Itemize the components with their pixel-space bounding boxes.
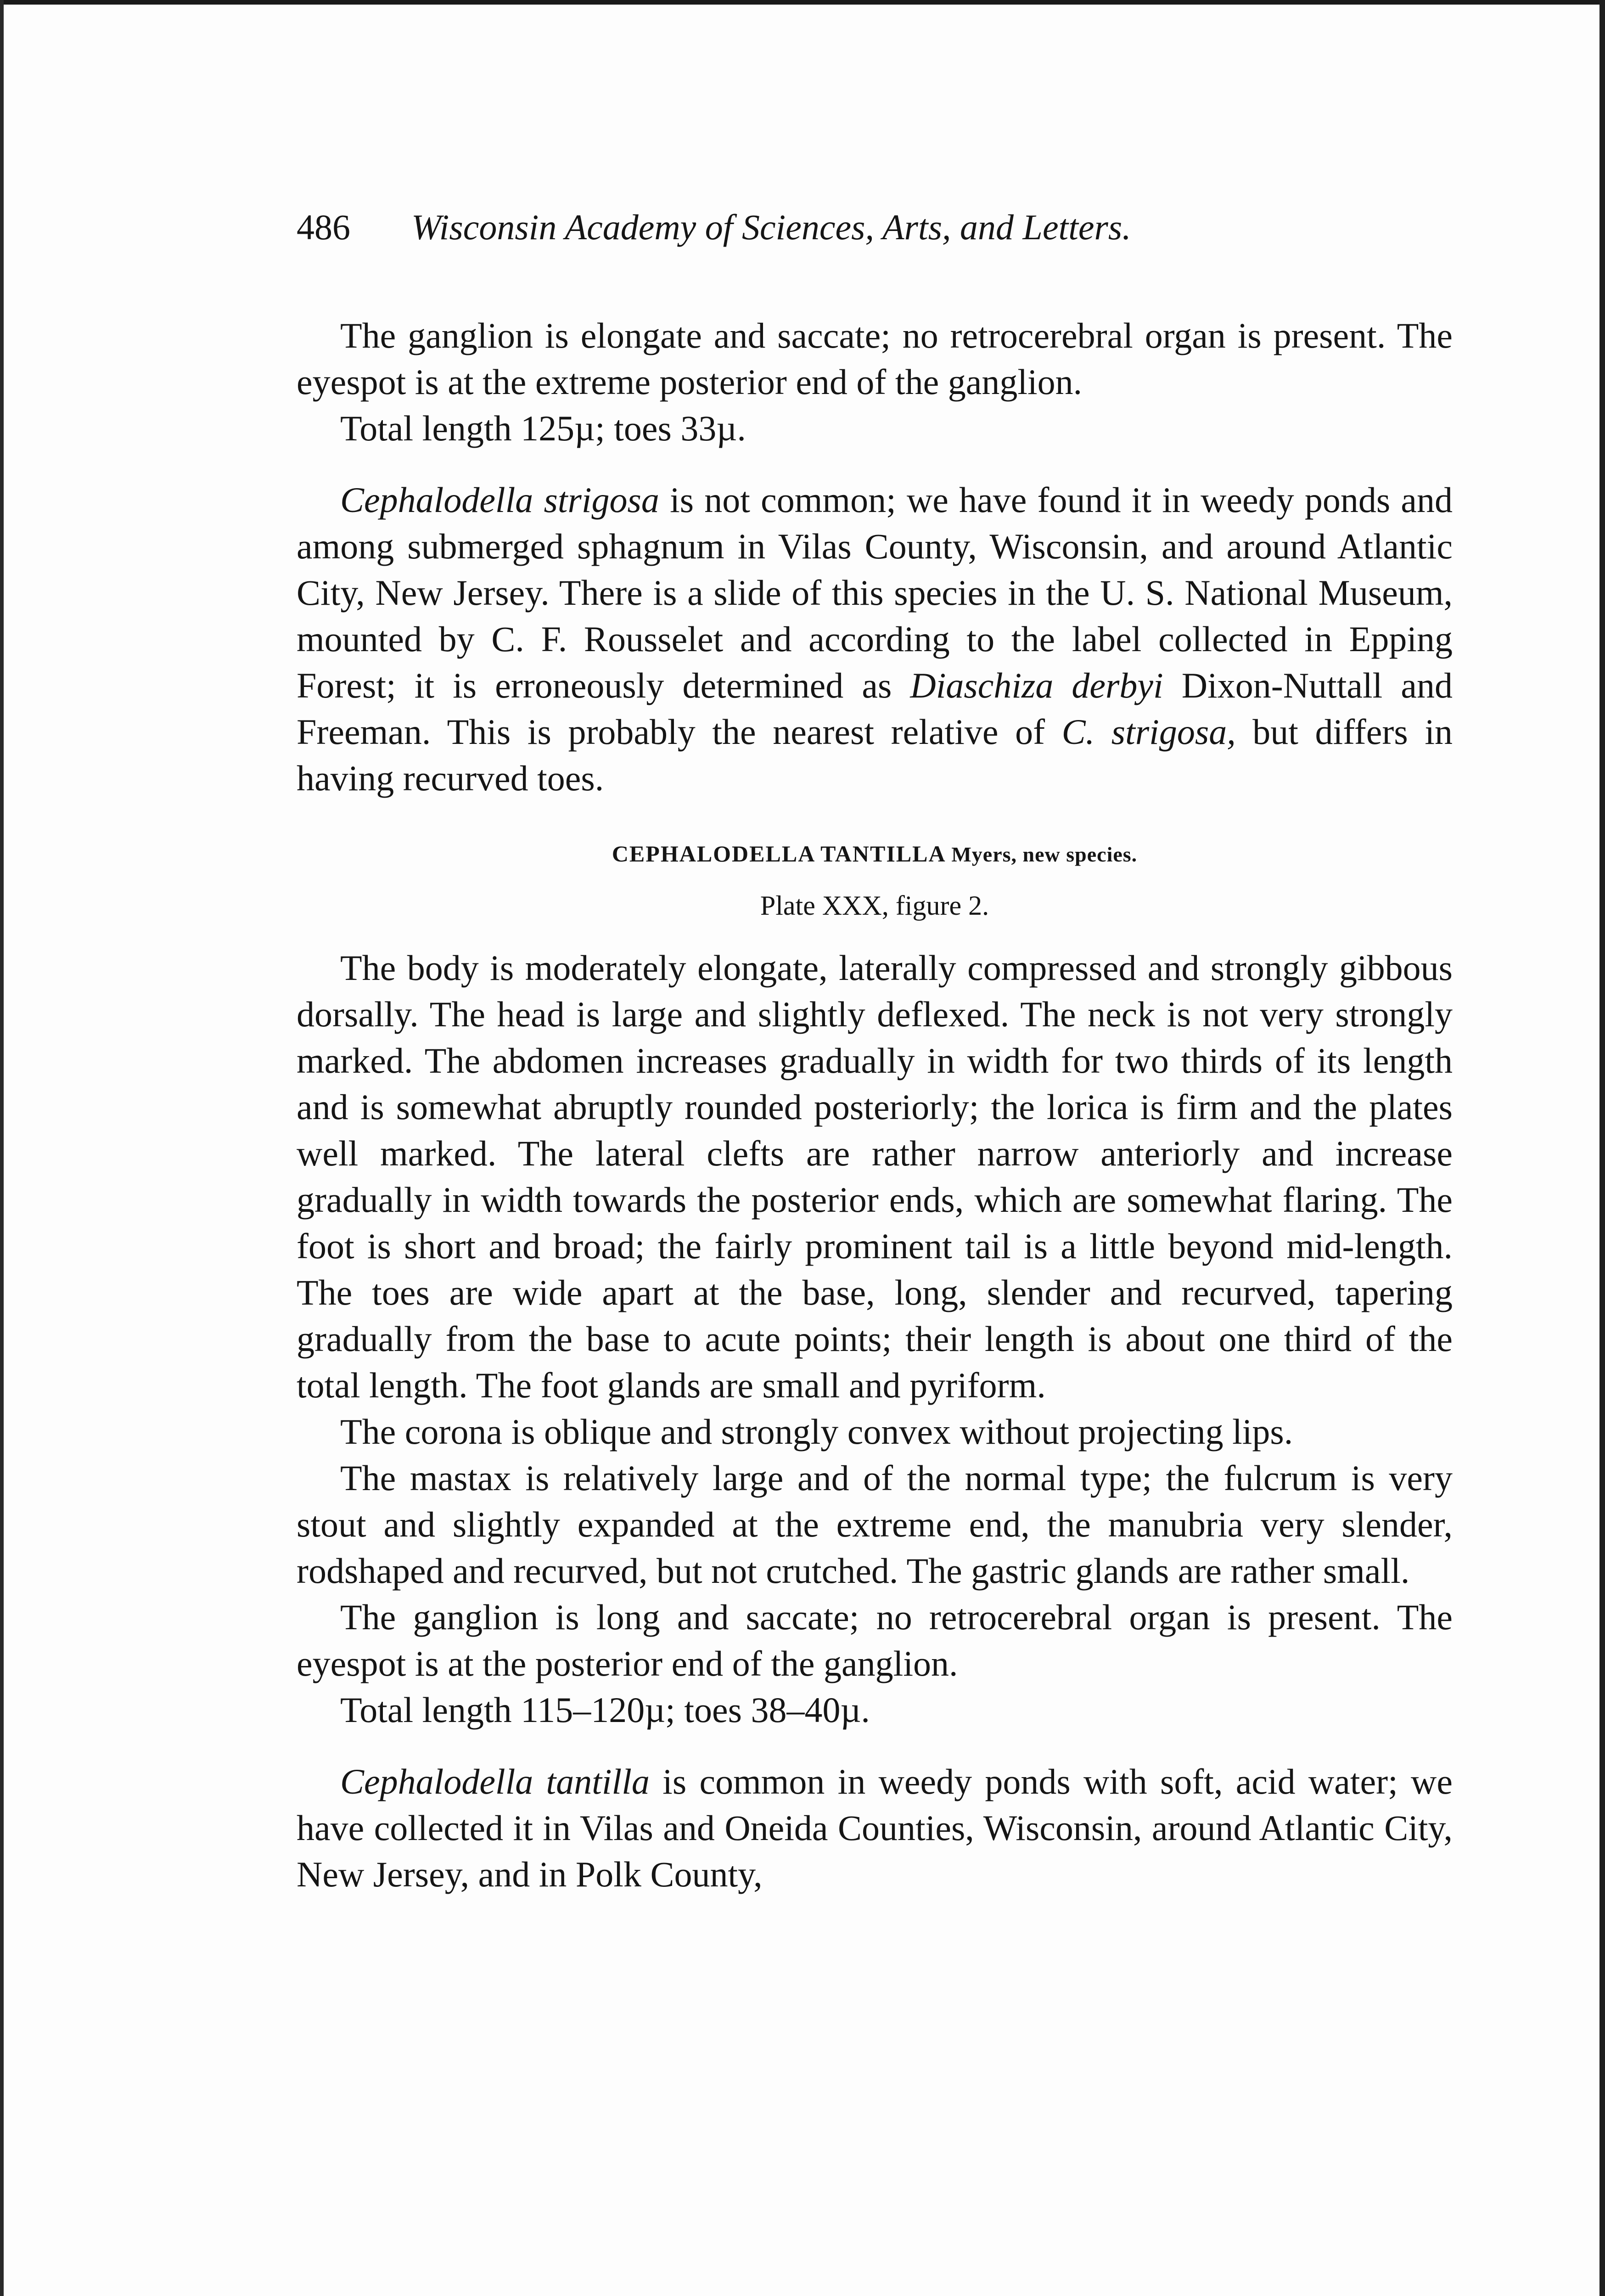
paragraph-ganglion-strigosa: The ganglion is elongate and saccate; no retrocerebral organ is present. The eyespot is at the extreme posterior end of the ganglion. [297, 315, 1453, 402]
running-head [297, 202, 1330, 253]
taxon-name: Cephalodella strigosa [340, 480, 659, 520]
paragraph-strigosa-distribution: Cephalodella strigosa is not common; we have found it in weedy ponds and among submerged sphagnum in Vilas County, Wisconsin, and around Atlantic City, New Jersey. There is a slide of this species in the U. S. National Museum, mounted by C. F. Rousselet and according to the label collected in Epping Forest; it is erroneously determined as Diaschiza derbyi Dixon-Nuttall and Freeman. This is probably the nearest relative of C. strigosa, but differs in having recurved toes. [297, 480, 1453, 798]
species-heading [297, 835, 1453, 873]
scan-border-left [0, 0, 4, 2296]
paragraph-measurements-strigosa: Total length 125µ; toes 33µ. [340, 408, 746, 448]
taxon-name: C. strigosa, [1061, 712, 1236, 752]
species-heading-author: Myers, new species. [951, 843, 1138, 866]
paragraph-ganglion-tantilla: The ganglion is long and saccate; no retrocerebral organ is present. The eyespot is at the posterior end of the ganglion. [297, 1597, 1453, 1683]
paragraph-tantilla-distribution: Cephalodella tantilla is common in weedy ponds with soft, acid water; we have collected it in Vilas and Oneida Counties, Wisconsin, around Atlantic City, New Jersey, and in Polk County, [297, 1761, 1453, 1894]
species-heading-name: CEPHALODELLA TANTILLA [612, 841, 945, 867]
taxon-name: Cephalodella tantilla [340, 1761, 650, 1801]
taxon-name: Diaschiza derbyi [910, 665, 1163, 705]
plate-reference: Plate XXX, figure 2. [760, 890, 989, 921]
paragraph-mastax: The mastax is relatively large and of the normal type; the fulcrum is very stout and slightly expanded at the extreme end, the manubria very slender, rodshaped and recurved, but not crutched. The gastric glands are rather small. [297, 1458, 1453, 1591]
paragraph-body-description: The body is moderately elongate, laterally compressed and strongly gibbous dorsally. The head is large and slightly deflexed. The neck is not very strongly marked. The abdomen increases gradually in width for two thirds of its length and is somewhat abruptly rounded posteriorly; the lorica is firm and the plates well marked. The lateral clefts are rather narrow anteriorly and increase gradually in width towards the posterior ends, which are somewhat flaring. The foot is short and broad; the fairly prominent tail is a little beyond mid-length. The toes are wide apart at the base, long, slender and recurved, tapering gradually from the base to acute points; their length is about one third of the total length. The foot glands are small and pyriform. [297, 948, 1453, 1405]
page-number: 486 [297, 207, 350, 247]
journal-title: Wisconsin Academy of Sciences, Arts, and Letters. [411, 207, 1131, 247]
scan-border-top [0, 0, 1605, 5]
paragraph-measurements-tantilla: Total length 115–120µ; toes 38–40µ. [340, 1690, 870, 1730]
paragraph-corona: The corona is oblique and strongly convex without projecting lips. [340, 1412, 1293, 1452]
body-text [297, 312, 1453, 1897]
scan-border-right [1599, 0, 1605, 2296]
